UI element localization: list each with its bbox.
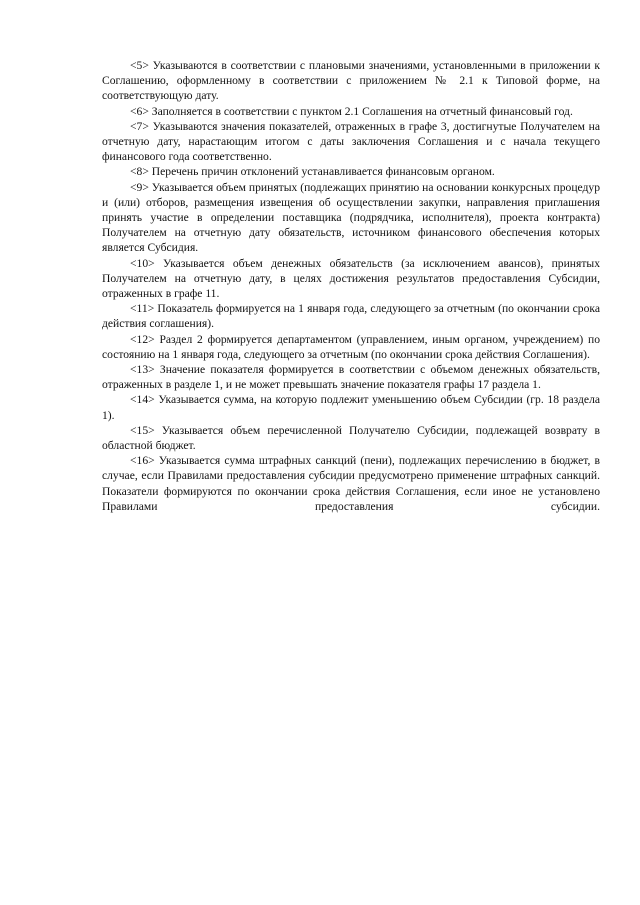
footnote-10: <10> Указывается объем денежных обязательств (за исключением авансов), принятых Получателем на отчетную дату, в целях достижения результатов предоставления Субсидии, отраженных в графе 11. xyxy=(102,256,600,301)
footnote-12: <12> Раздел 2 формируется департаментом (управлением, иным органом, учреждением) по состоянию на 1 января года, следующего за отчетным (по окончании срока действия Соглашения). xyxy=(102,332,600,361)
footnote-9: <9> Указывается объем принятых (подлежащих принятию на основании конкурсных процедур и (или) отборов, размещения извещения об осуществлении закупки, направления приглашения принять участие в определении поставщика (подрядчика, исполнителя), проекта контракта) Получателем на отчетную дату обязательств, источником финансового обеспечения которых является Субсидия. xyxy=(102,180,601,255)
footnotes-block xyxy=(102,58,600,514)
footnote-8: <8> Перечень причин отклонений устанавливается финансовым органом. xyxy=(130,165,495,179)
footnote-7: <7> Указываются значения показателей, отраженных в графе 3, достигнутые Получателем на отчетную дату, нарастающим итогом с даты заключения Соглашения и с начала текущего финансового года соответственно. xyxy=(102,119,600,164)
footnote-6: <6> Заполняется в соответствии с пунктом 2.1 Соглашения на отчетный финансовый год. xyxy=(130,104,573,118)
footnote-14: <14> Указывается сумма, на которую подлежит уменьшению объем Субсидии (гр. 18 раздела 1). xyxy=(102,393,600,422)
footnote-5: <5> Указываются в соответствии с плановыми значениями, установленными в приложении к Соглашению, оформленному в соответствии с приложением № 2.1 к Типовой форме, на соответствующую дату. xyxy=(102,59,600,103)
footnote-15: <15> Указывается объем перечисленной Получателю Субсидии, подлежащей возврату в областной бюджет. xyxy=(102,423,600,453)
footnote-16: <16> Указывается сумма штрафных санкций (пени), подлежащих перечислению в бюджет, в случае, если Правилами предоставления субсидии предусмотрено применение штрафных санкций. Показатели формируются по окончании срока действия Соглашения, если иное не установлено Правилами предоставления субсидии. xyxy=(102,454,600,513)
footnote-11: <11> Показатель формируется на 1 января года, следующего за отчетным (по окончании срока действия соглашения). xyxy=(102,302,600,331)
footnote-13: <13> Значение показателя формируется в соответствии с объемом денежных обязательств, отраженных в разделе 1, и не может превышать значение показателя графы 17 раздела 1. xyxy=(102,363,600,392)
